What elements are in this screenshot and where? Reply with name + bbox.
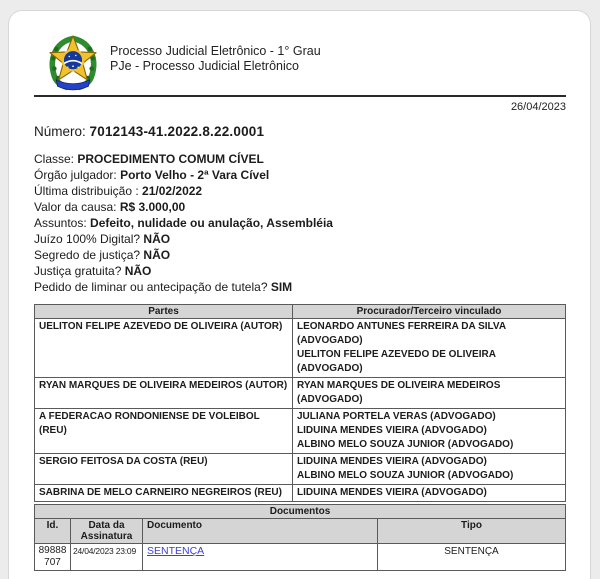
detail-value: NÃO <box>143 248 171 262</box>
detail-value: NÃO <box>124 264 152 278</box>
procurador-cell <box>293 485 566 502</box>
documento-id-cell: 89888707 <box>35 544 71 571</box>
procurador-line: RYAN MARQUES DE OLIVEIRA MEDEIROS (ADVOGADO) <box>297 380 501 405</box>
procurador-line: UELITON FELIPE AZEVEDO DE OLIVEIRA (ADVOGADO) <box>297 349 496 374</box>
procurador-cell <box>293 319 566 378</box>
letterhead-title-line2: PJe - Processo Judicial Eletrônico <box>110 59 299 73</box>
detail-orgao-julgador <box>34 167 566 183</box>
procurador-line: ALBINO MELO SOUZA JUNIOR (ADVOGADO) <box>297 470 514 481</box>
tipo-col-header: Tipo <box>378 519 566 544</box>
detail-valor-causa <box>34 199 566 215</box>
case-number-label: Número: <box>34 124 90 139</box>
parte-cell: A FEDERACAO RONDONIENSE DE VOLEIBOL (REU) <box>35 409 293 454</box>
letterhead-title-line1: Processo Judicial Eletrônico - 1° Grau <box>110 44 321 58</box>
procurador-line: ALBINO MELO SOUZA JUNIOR (ADVOGADO) <box>297 439 514 450</box>
table-row <box>35 319 566 378</box>
detail-value: R$ 3.000,00 <box>119 200 186 214</box>
detail-label: Órgão julgador: <box>34 168 121 182</box>
documentos-header-row <box>35 519 566 544</box>
detail-justica-gratuita <box>34 263 566 279</box>
letterhead-title <box>110 33 321 74</box>
detail-label: Valor da causa: <box>34 200 120 214</box>
table-row <box>35 454 566 485</box>
procurador-line: LIDUINA MENDES VIEIRA (ADVOGADO) <box>297 456 487 467</box>
documentos-title: Documentos <box>35 505 566 519</box>
detail-value: 21/02/2022 <box>142 184 203 198</box>
partes-col-header: Partes <box>35 305 293 319</box>
detail-label: Justiça gratuita? <box>34 264 125 278</box>
documento-cell <box>143 544 378 571</box>
case-number-line <box>34 124 566 139</box>
procurador-cell <box>293 409 566 454</box>
parte-cell: RYAN MARQUES DE OLIVEIRA MEDEIROS (AUTOR) <box>35 378 293 409</box>
detail-label: Juízo 100% Digital? <box>34 232 144 246</box>
procurador-line: LEONARDO ANTUNES FERREIRA DA SILVA (ADVOGADO) <box>297 321 506 346</box>
table-row <box>35 409 566 454</box>
documento-link[interactable]: SENTENÇA <box>147 545 205 557</box>
detail-value: SIM <box>270 280 293 294</box>
detail-value: PROCEDIMENTO COMUM CÍVEL <box>77 152 264 166</box>
procurador-line: LIDUINA MENDES VIEIRA (ADVOGADO) <box>297 425 487 436</box>
detail-value: NÃO <box>143 232 171 246</box>
detail-pedido-liminar <box>34 279 566 295</box>
detail-value: Porto Velho - 2ª Vara Cível <box>120 168 270 182</box>
detail-label: Segredo de justiça? <box>34 248 144 262</box>
table-row <box>35 485 566 502</box>
detail-label: Classe: <box>34 152 78 166</box>
id-col-header: Id. <box>35 519 71 544</box>
documento-col-header: Documento <box>143 519 378 544</box>
detail-segredo-justica <box>34 247 566 263</box>
partes-table <box>34 304 566 502</box>
detail-value: Defeito, nulidade ou anulação, Assembléia <box>90 216 333 230</box>
procurador-line: LIDUINA MENDES VIEIRA (ADVOGADO) <box>297 487 487 498</box>
detail-label: Pedido de liminar ou antecipação de tutela? <box>34 280 271 294</box>
parte-cell: SERGIO FEITOSA DA COSTA (REU) <box>35 454 293 485</box>
brazil-coat-of-arms-icon <box>45 33 101 93</box>
procurador-col-header: Procurador/Terceiro vinculado <box>293 305 566 319</box>
partes-header-row <box>35 305 566 319</box>
table-row <box>35 378 566 409</box>
detail-assuntos <box>34 215 566 231</box>
parte-cell: UELITON FELIPE AZEVEDO DE OLIVEIRA (AUTOR) <box>35 319 293 378</box>
data-assinatura-col-header: Data da Assinatura <box>71 519 143 544</box>
documentos-title-row <box>35 505 566 519</box>
documentos-table <box>34 504 566 571</box>
detail-ultima-distribuicao <box>34 183 566 199</box>
detail-juizo-digital <box>34 231 566 247</box>
parte-cell: SABRINA DE MELO CARNEIRO NEGREIROS (REU) <box>35 485 293 502</box>
procurador-cell <box>293 378 566 409</box>
letterhead-divider <box>34 95 566 97</box>
case-details <box>34 151 566 295</box>
table-row <box>35 544 566 571</box>
detail-classe <box>34 151 566 167</box>
detail-label: Assuntos: <box>34 216 91 230</box>
document-card <box>8 10 591 579</box>
procurador-cell <box>293 454 566 485</box>
documento-tipo-cell: SENTENÇA <box>378 544 566 571</box>
detail-label: Última distribuição : <box>34 184 143 198</box>
letterhead <box>45 33 566 93</box>
print-date: 26/04/2023 <box>510 101 566 113</box>
documento-data-cell: 24/04/2023 23:09 <box>71 544 143 571</box>
case-number-value: 7012143-41.2022.8.22.0001 <box>89 124 265 139</box>
procurador-line: JULIANA PORTELA VERAS (ADVOGADO) <box>297 411 496 422</box>
